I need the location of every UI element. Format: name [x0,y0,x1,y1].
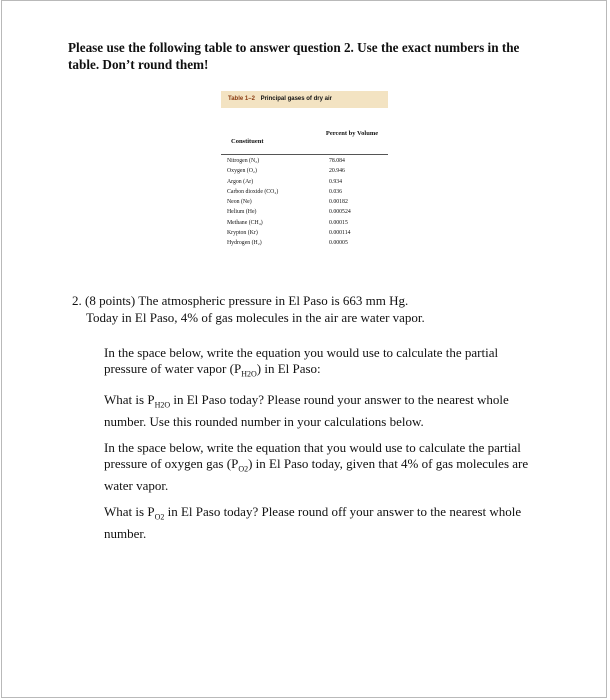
row-name: Carbon dioxide (CO₂) [227,188,279,195]
subscript: O2 [238,464,249,474]
part-equation-o2 [104,440,544,494]
text: ) in El Paso today, given that 4% of gas molecules are water vapor. [104,456,529,493]
table-row [221,229,388,239]
row-value: 0.00182 [329,199,348,206]
text: in El Paso today? Please round your answer to the nearest whole number. Use this rounded number in your calculations below. [104,392,509,429]
row-name: Hydrogen (H₂) [227,240,262,247]
table-body [221,155,388,250]
table-row [221,188,388,198]
row-value: 0.00015 [329,219,348,226]
question-line-2: Today in El Paso, 4% of gas molecules in the air are water vapor. [86,310,425,325]
table-caption [221,91,388,108]
row-name: Argon (Ar) [227,178,254,185]
text: In the space below, write the equation that you would use to calculate the partial pressure of oxygen gas (P [104,440,521,471]
table-row [221,239,388,249]
row-name: Methane (CH₄) [227,219,263,226]
part-equation-h2o [104,345,544,383]
table-row [221,198,388,208]
table-title: Principal gases of dry air [260,96,332,102]
table-number: Table 1–2 [228,96,255,102]
instructions-heading: Please use the following table to answer question 2. Use the exact numbers in the table. Don’t round them! [68,40,520,72]
row-value: 0.934 [329,178,343,185]
row-name: Helium (He) [227,209,257,216]
row-name: Neon (Ne) [227,199,252,206]
row-name: Oxygen (O₂) [227,168,257,175]
row-value: 78.084 [329,158,345,164]
text: What is P [104,504,155,519]
row-value: 0.000114 [329,230,351,237]
col-percent-header: Percent by Volume [325,130,379,137]
question-line-1: 2. (8 points) The atmospheric pressure in El Paso is 663 mm Hg. [72,293,409,308]
table-row [221,178,388,188]
text: What is P [104,392,155,407]
table-row [221,219,388,229]
table-row [221,208,388,218]
subscript: O2 [154,512,165,522]
row-value: 0.036 [329,188,343,195]
part-value-h2o [104,392,544,430]
row-value: 0.000524 [329,209,351,216]
row-value: 0.00005 [329,240,348,247]
row-name: Nitrogen (N₂) [227,158,260,164]
text: ) in El Paso: [256,361,321,376]
text: In the space below, write the equation you would use to calculate the partial pressure of water vapor (P [104,345,499,376]
table-row [221,157,388,167]
subscript: H2O [154,400,171,410]
row-value: 20.946 [329,168,345,175]
gas-table [221,91,388,271]
part-value-o2 [104,504,544,542]
subscript: H2O [241,369,257,379]
table-header [221,108,388,155]
table-row [221,167,388,177]
text: in El Paso today? Please round off your answer to the nearest whole number. [104,504,522,541]
row-name: Krypton (Kr) [227,230,258,237]
col-constituent-header: Constituent [231,138,264,145]
